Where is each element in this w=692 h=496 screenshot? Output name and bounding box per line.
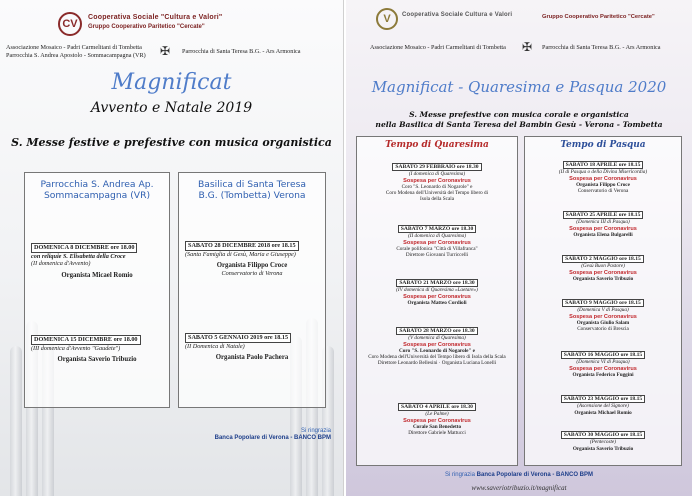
event-date: SABATO 4 APRILE ore 18.30 (398, 403, 476, 411)
event-item: SABATO 7 MARZO ore 18.30 (II domenica di Quaresima) Sospesa per Coronavirus Corale polifonica "Città di Villafranca" Direttore Giovanni Turriccelli (361, 225, 513, 258)
event-item: SABATO 9 MAGGIO ore 18.15 (Domenica V di Pasqua) Sospesa per Coronavirus Organista Giulio Salam Conservatorio di Brescia (529, 299, 677, 332)
page-subtitle: Avvento e Natale 2019 (90, 100, 253, 116)
event-cancel: Sospesa per Coronavirus (569, 175, 637, 182)
event-cancel: Sospesa per Coronavirus (569, 313, 637, 320)
panel-heading: Parrocchia S. Andrea Ap. Sommacampagna (VR) (40, 179, 154, 201)
event-role: Conservatorio di Verona (221, 269, 283, 277)
event-liturgy: (II Domenica di Natale) (185, 342, 245, 350)
panel-santa-teresa (178, 172, 326, 408)
column-heading: Tempo di Pasqua (560, 140, 646, 150)
poster-lent-easter (346, 0, 692, 496)
event-date: DOMENICA 15 DICEMBRE ore 18.00 (31, 335, 141, 345)
event-item: SABATO 25 APRILE ore 18.15 (Domenica III di Pasqua) Sospesa per Coronavirus Organista Elena Bulgarelli (529, 211, 677, 238)
event-item (31, 243, 163, 279)
event-liturgy: (Le Palme) (425, 411, 449, 418)
sponsor-note: Si ringrazia Banca Popolare di Verona - BANCO BPM (214, 428, 331, 441)
group-name: Gruppo Cooperativo Paritetico "Cercate" (88, 24, 205, 30)
event-item: SABATO 18 APRILE ore 18.15 (II di Pasqua o della Divina Misericordia) Sospesa per Coronavirus Organista Filippo Croce Conservatorio di Verona (529, 161, 677, 194)
assoc-left: Associazione Mosaico - Padri Carmelitani di Tombetta (370, 44, 506, 51)
assoc-right: Parrocchia di Santa Teresa B.G. - Ars Armonica (182, 48, 301, 55)
event-organist: Organista Filippo Croce (216, 262, 288, 270)
event-liturgy: (II domenica di Quaresima) (408, 233, 466, 240)
event-liturgy: (V domenica di Quaresima) (408, 335, 466, 342)
event-cancel: Sospesa per Coronavirus (403, 341, 471, 348)
event-date: SABATO 29 FEBBRAIO ore 18.30 (392, 163, 481, 171)
page-title: Magnificat (111, 70, 232, 95)
event-date: SABATO 28 MARZO ore 18.30 (396, 327, 477, 335)
assoc-right: Parrocchia di Santa Teresa B.G. - Ars Armonica (542, 44, 661, 51)
event-item: SABATO 16 MAGGIO ore 18.15 (Domenica VI di Pasqua) Sospesa per Coronavirus Organista Federico Fuggini (529, 351, 677, 378)
website-link[interactable]: www.saveriotribuzio.it/magnificat (471, 484, 567, 492)
event-cancel: Sospesa per Coronavirus (569, 269, 637, 276)
event-date: SABATO 9 MAGGIO ore 18.15 (562, 299, 644, 307)
event-date: SABATO 30 MAGGIO ore 18.15 (561, 431, 645, 439)
event-date: SABATO 23 MAGGIO ore 18.15 (561, 395, 645, 403)
event-cancel: Sospesa per Coronavirus (403, 239, 471, 246)
event-date: SABATO 18 APRILE ore 18.15 (563, 161, 644, 169)
event-date: SABATO 2 MAGGIO ore 18.15 (562, 255, 644, 263)
event-item: SABATO 30 MAGGIO ore 18.15 (Pentecoste) Organista Saverio Tribuzio (529, 431, 677, 452)
event-date: SABATO 28 DICEMBRE 2018 ore 18.15 (185, 241, 299, 251)
panel-sommacampagna (24, 172, 170, 408)
sponsor-note: Si ringrazia Banca Popolare di Verona - BANCO BPM (444, 472, 594, 478)
event-liturgy: (Pentecoste) (590, 439, 616, 446)
coop-name: Cooperativa Sociale Cultura e Valori (402, 12, 513, 18)
event-liturgy: (IV domenica di Quaresima «Laetare») (396, 287, 478, 294)
column-easter (524, 136, 682, 466)
event-note: con reliquie S. Elisabetta della Croce (31, 252, 126, 260)
tagline: S. Messe festive e prefestive con musica organistica (11, 136, 332, 149)
event-liturgy: (Domenica VI di Pasqua) (576, 359, 630, 366)
assoc-left: Associazione Mosaico - Padri Carmelitani di Tombetta Parrocchia S. Andrea Apostolo - Sommacampagna (VR) (6, 44, 146, 59)
event-organist: Organista Micael Romio (61, 271, 133, 279)
event-date: SABATO 21 MARZO ore 18.30 (396, 279, 477, 287)
event-date: DOMENICA 8 DICEMBRE ore 18.00 (31, 243, 137, 253)
coop-name: Cooperativa Sociale "Cultura e Valori" (88, 14, 223, 21)
event-cancel: Sospesa per Coronavirus (569, 225, 637, 232)
carmelite-cross-icon: ✠ (160, 44, 171, 58)
event-cancel: Sospesa per Coronavirus (403, 177, 471, 184)
event-date: SABATO 7 MARZO ore 18.30 (398, 225, 477, 233)
event-date: SABATO 16 MAGGIO ore 18.15 (561, 351, 645, 359)
event-liturgy: (Santa Famiglia di Gesù, Maria e Giuseppe) (185, 250, 296, 258)
event-item: SABATO 29 FEBBRAIO ore 18.30 (I domenica di Quaresima) Sospesa per Coronavirus Coro "S. Leonardo di Nogarole" e Coro Modena dell'Università del Tempo libero di Isola della Scala (361, 163, 513, 203)
event-item: SABATO 2 MAGGIO ore 18.15 (Gesù Buon Pastore) Sospesa per Coronavirus Organista Saverio Tribuzio (529, 255, 677, 282)
event-item: SABATO 21 MARZO ore 18.30 (IV domenica di Quaresima «Laetare») Sospesa per Coronavirus Organista Matteo Cordioli (361, 279, 513, 306)
column-lent (356, 136, 518, 466)
event-date: SABATO 5 GENNAIO 2019 ore 18.15 (185, 333, 291, 343)
poster-advent (0, 0, 344, 496)
event-item: SABATO 28 MARZO ore 18.30 (V domenica di Quaresima) Sospesa per Coronavirus Coro "S. Leonardo di Nogarole" e Coro Modena dell'Università del Tempo libero di Isola della Scala Direttore Leonardo Bellesini · Organista Luciana Lonelli (361, 327, 513, 367)
event-liturgy: (II domenica d'Avvento) (31, 260, 91, 268)
event-liturgy: (II di Pasqua o della Divina Misericordia) (558, 169, 648, 176)
event-liturgy: (Domenica III di Pasqua) (576, 219, 630, 226)
cooperative-logo: V (376, 8, 398, 30)
cooperative-logo: CV (58, 12, 82, 36)
event-item: SABATO 23 MAGGIO ore 18.15 (Ascensione del Signore) Organista Michael Romio (529, 395, 677, 416)
column-heading: Tempo di Quaresima (385, 140, 489, 150)
event-cancel: Sospesa per Coronavirus (403, 417, 471, 424)
panel-heading: Basilica di Santa Teresa B.G. (Tombetta) Verona (197, 179, 307, 201)
event-liturgy: (I domenica di Quaresima) (408, 171, 466, 178)
page-title: Magnificat - Quaresima e Pasqua 2020 (371, 78, 667, 96)
organ-pipe (10, 346, 22, 496)
event-item (185, 333, 319, 362)
event-cancel: Sospesa per Coronavirus (403, 293, 471, 300)
event-organist: Organista Saverio Tribuzio (57, 356, 137, 364)
event-organist: Organista Paolo Pachera (215, 354, 289, 362)
event-date: SABATO 25 APRILE ore 18.15 (563, 211, 644, 219)
event-item (31, 335, 163, 364)
group-name: Gruppo Cooperativo Paritetico "Cercate" (542, 14, 655, 20)
tagline: S. Messe prefestive con musica corale e organistica nella Basilica di Santa Teresa del Bambin Gesù - Verona - Tombetta (375, 110, 663, 129)
event-item (185, 241, 319, 277)
event-liturgy: (III domenica d'Avvento "Gaudete") (31, 344, 121, 352)
event-liturgy: (Ascensione del Signore) (577, 403, 629, 410)
event-liturgy: (Domenica V di Pasqua) (577, 307, 629, 314)
carmelite-cross-icon: ✠ (522, 40, 533, 54)
event-liturgy: (Gesù Buon Pastore) (581, 263, 625, 270)
event-cancel: Sospesa per Coronavirus (569, 365, 637, 372)
event-item: SABATO 4 APRILE ore 18.30 (Le Palme) Sospesa per Coronavirus Corale San Benedetto Direttore Gabriele Mattucci (361, 403, 513, 436)
